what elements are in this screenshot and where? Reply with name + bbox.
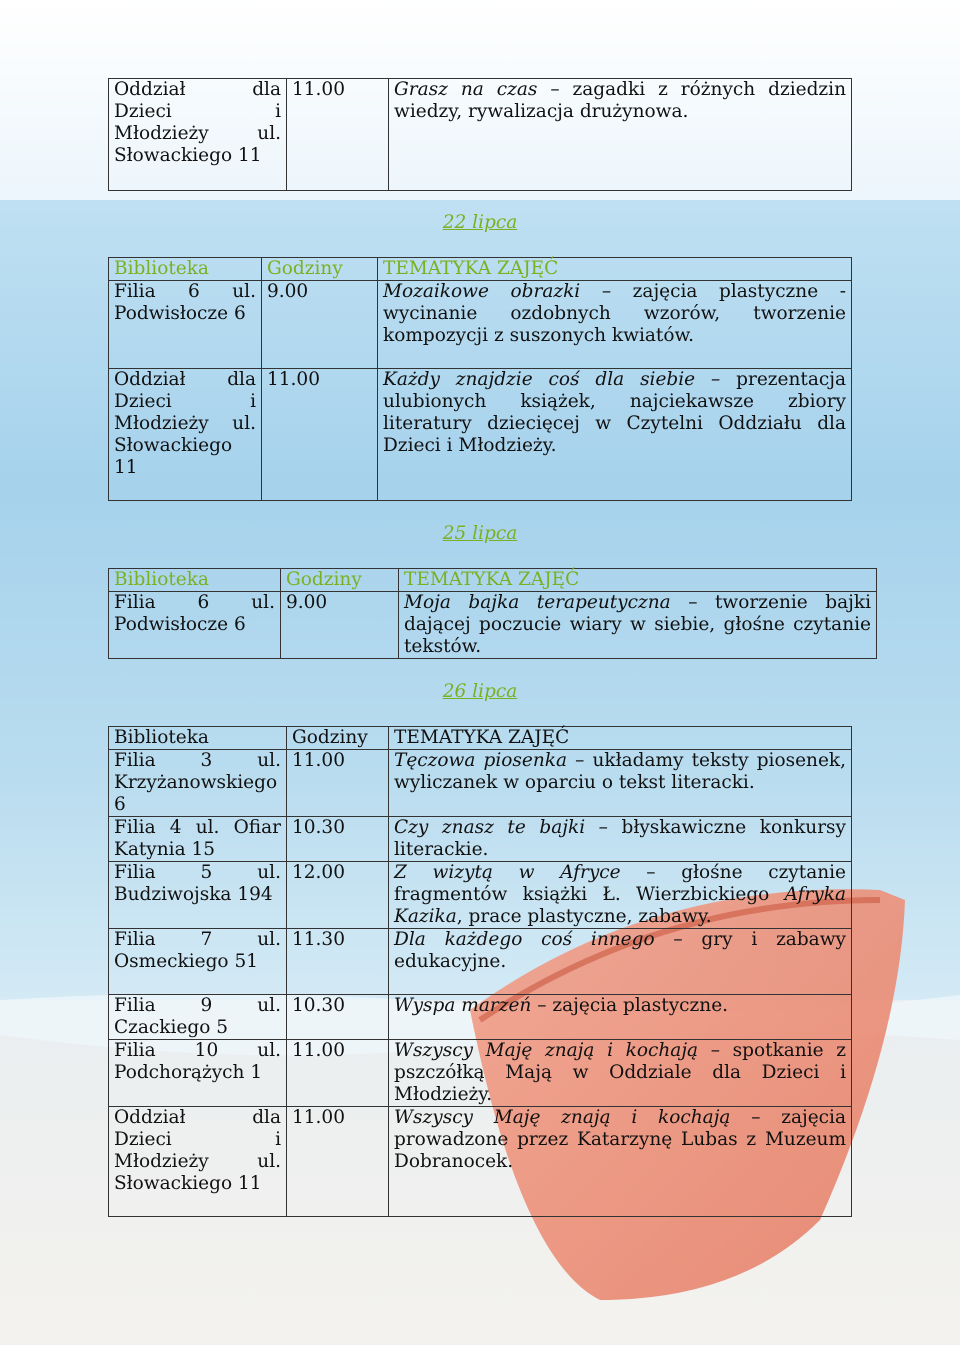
header-hours: Godziny bbox=[287, 727, 389, 750]
time-cell: 10.30 bbox=[287, 817, 389, 862]
table-header bbox=[109, 569, 877, 592]
library-cell: Filia 9 ul. Czackiego 5 bbox=[109, 995, 287, 1040]
table-row bbox=[109, 369, 852, 501]
event-title: Wszyscy Maję znają i kochają bbox=[394, 1040, 699, 1061]
library-cell: Filia 5 ul. Budziwojska 194 bbox=[109, 862, 287, 929]
event-description: – zajęcia prowadzone przez Katarzynę Lubas z Muzeum Dobranocek. bbox=[394, 1107, 846, 1172]
schedule-table-continued bbox=[108, 78, 852, 191]
event-description: – tworzenie bajki dającej poczucie wiary w siebie, głośne czytanie tekstów. bbox=[404, 592, 871, 657]
topic-cell bbox=[389, 79, 852, 191]
header-hours: Godziny bbox=[262, 258, 378, 281]
schedule-table-22 bbox=[108, 257, 852, 501]
topic-cell bbox=[399, 592, 877, 659]
library-cell: Filia 6 ul. Podwisłocze 6 bbox=[109, 281, 262, 369]
table-row bbox=[109, 750, 852, 817]
library-cell: Filia 6 ul. Podwisłocze 6 bbox=[109, 592, 281, 659]
topic-cell bbox=[389, 995, 852, 1040]
event-title: Moja bajka terapeutyczna bbox=[404, 592, 671, 613]
table-header bbox=[109, 258, 852, 281]
event-title: Wyspa marzeń bbox=[394, 995, 532, 1016]
header-topic: TEMATYKA ZAJĘĆ bbox=[378, 258, 852, 281]
library-cell: Filia 4 ul. Ofiar Katynia 15 bbox=[109, 817, 287, 862]
topic-cell bbox=[378, 281, 852, 369]
time-cell: 11.30 bbox=[287, 929, 389, 995]
event-description: – błyskawiczne konkursy literackie. bbox=[394, 817, 846, 860]
event-description: – gry i zabawy edukacyjne. bbox=[394, 929, 846, 972]
date-heading-22: 22 lipca bbox=[442, 212, 518, 233]
library-cell: Filia 7 ul. Osmeckiego 51 bbox=[109, 929, 287, 995]
header-library: Biblioteka bbox=[109, 569, 281, 592]
topic-cell bbox=[389, 1040, 852, 1107]
topic-cell bbox=[378, 369, 852, 501]
time-cell: 12.00 bbox=[287, 862, 389, 929]
event-title: Każdy znajdzie coś dla siebie bbox=[383, 369, 696, 390]
event-description: – głośne czytanie fragmentów książki Ł. Wierzbickiego bbox=[394, 862, 847, 905]
event-description: – układamy teksty piosenek, wyliczanek w oparciu o tekst literacki. bbox=[394, 750, 846, 793]
library-cell: Filia 3 ul. Krzyżanowskiego 6 bbox=[109, 750, 287, 817]
library-cell: Oddział dla Dzieci i Młodzieży ul. Słowackiego 11 bbox=[109, 1107, 287, 1217]
schedule-table-25 bbox=[108, 568, 877, 659]
table-header bbox=[109, 727, 852, 750]
table-row bbox=[109, 1040, 852, 1107]
event-title: Czy znasz te bajki bbox=[394, 817, 586, 838]
event-title: Tęczowa piosenka bbox=[394, 750, 568, 771]
time-cell: 11.00 bbox=[287, 79, 389, 191]
table-row bbox=[109, 862, 852, 929]
event-title: Wszyscy Maję znają i kochają bbox=[394, 1107, 731, 1128]
table-row bbox=[109, 79, 852, 191]
schedule-table-26 bbox=[108, 726, 852, 1217]
time-cell: 11.00 bbox=[287, 1107, 389, 1217]
table-row bbox=[109, 995, 852, 1040]
event-description-end: , prace plastyczne, zabawy. bbox=[456, 906, 712, 927]
header-topic: TEMATYKA ZAJĘĆ bbox=[389, 727, 852, 750]
book-title: Afryka Kazika bbox=[394, 884, 846, 927]
event-title: Z wizytą w Afryce bbox=[394, 862, 621, 883]
event-description: – zajęcia plastyczne - wycinanie ozdobnych wzorów, tworzenie kompozycji z suszonych kwiatów. bbox=[383, 281, 847, 346]
event-title: Grasz na czas bbox=[394, 79, 538, 100]
header-topic: TEMATYKA ZAJĘĆ bbox=[399, 569, 877, 592]
time-cell: 9.00 bbox=[262, 281, 378, 369]
event-title: Dla każdego coś innego bbox=[394, 929, 655, 950]
topic-cell bbox=[389, 1107, 852, 1217]
library-cell: Oddział dla Dzieci i Młodzieży ul. Słowackiego 11 bbox=[109, 79, 287, 191]
table-row bbox=[109, 1107, 852, 1217]
table-row bbox=[109, 281, 852, 369]
topic-cell bbox=[389, 929, 852, 995]
event-title: Mozaikowe obrazki bbox=[383, 281, 581, 302]
time-cell: 11.00 bbox=[262, 369, 378, 501]
time-cell: 9.00 bbox=[281, 592, 399, 659]
topic-cell bbox=[389, 750, 852, 817]
header-library: Biblioteka bbox=[109, 727, 287, 750]
time-cell: 10.30 bbox=[287, 995, 389, 1040]
table-row bbox=[109, 592, 877, 659]
event-description: – zagadki z różnych dziedzin wiedzy, rywalizacja drużynowa. bbox=[394, 79, 846, 122]
table-row bbox=[109, 817, 852, 862]
topic-cell bbox=[389, 817, 852, 862]
topic-cell bbox=[389, 862, 852, 929]
event-description: – prezentacja ulubionych książek, najciekawsze zbiory literatury dziecięcej w Czytelni Oddziału dla Dzieci i Młodzieży. bbox=[383, 369, 846, 456]
event-description: – spotkanie z pszczółką Mają w Oddziale dla Dzieci i Młodzieży. bbox=[394, 1040, 846, 1105]
time-cell: 11.00 bbox=[287, 750, 389, 817]
date-heading-25: 25 lipca bbox=[442, 523, 518, 544]
library-cell: Oddział dla Dzieci i Młodzieży ul. Słowackiego 11 bbox=[109, 369, 262, 501]
header-library: Biblioteka bbox=[109, 258, 262, 281]
table-row bbox=[109, 929, 852, 995]
date-heading-26: 26 lipca bbox=[442, 681, 518, 702]
header-hours: Godziny bbox=[281, 569, 399, 592]
time-cell: 11.00 bbox=[287, 1040, 389, 1107]
library-cell: Filia 10 ul. Podchorążych 1 bbox=[109, 1040, 287, 1107]
event-description: – zajęcia plastyczne. bbox=[531, 995, 729, 1016]
